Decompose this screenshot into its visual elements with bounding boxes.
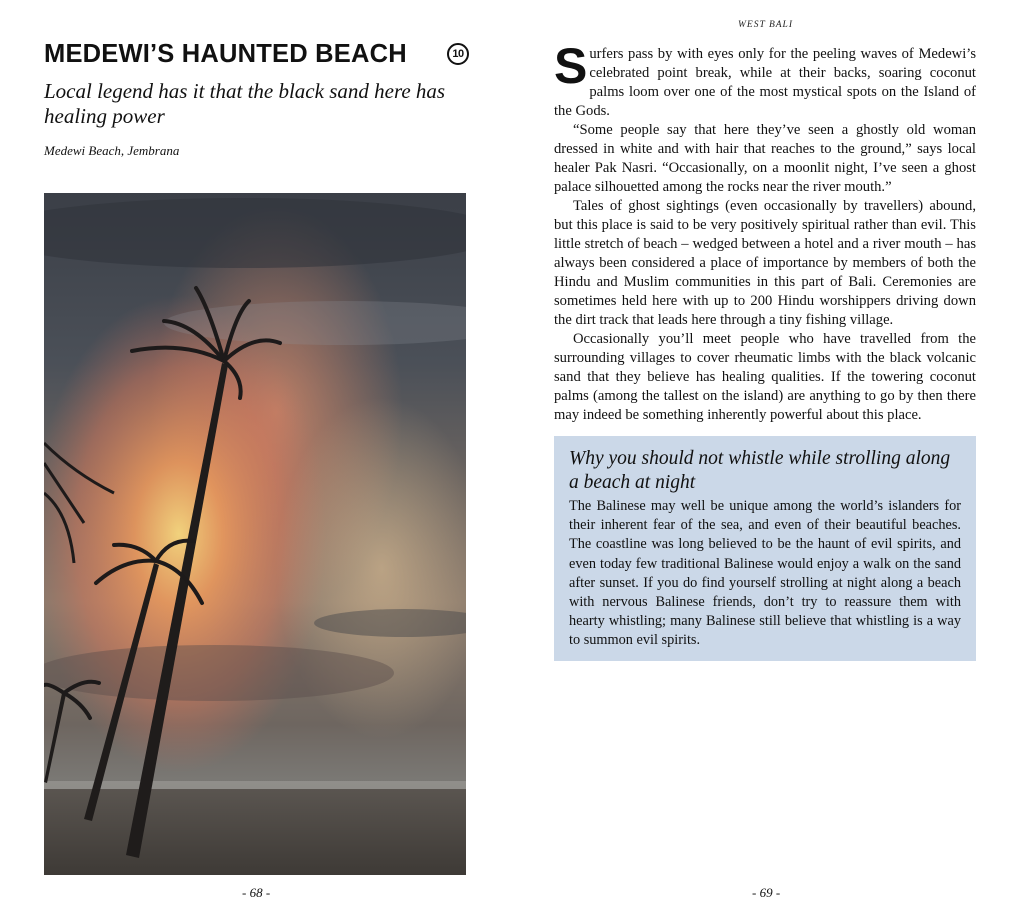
drop-cap: S	[554, 38, 588, 94]
article-body	[554, 38, 976, 425]
page-number-right: - 69 -	[752, 885, 781, 900]
running-head: WEST BALI	[738, 20, 794, 30]
page-title: MEDEWI’S HAUNTED BEACH	[44, 40, 407, 68]
paragraph: Surfers pass by with eyes only for the peeling waves of Medewi’s celebrated point break, while at their backs, soaring coconut palms loom over one of the most mystical spots on the Island of the Gods.	[554, 38, 976, 119]
paragraph: “Some people say that here they’ve seen a ghostly old woman dressed in white and with hair that reaches to the ground,” says local healer Pak Nasri. “Occasionally, on a moonlit night, I’ve seen a ghost palace silhouetted among the rocks near the river mouth.”	[554, 122, 976, 195]
paragraph: Tales of ghost sightings (even occasionally by travellers) abound, but this place is said to be very positively spiritual rather than evil. This little stretch of beach – wedged between a hotel and a river mouth – has always been considered a place of importance by members of both the Hindu and Muslim communities in this part of Bali. Ceremonies are sometimes held here with up to 200 Hindu worshippers driving down the dirt track that leads here through a tiny fishing village.	[554, 198, 976, 328]
beach-photo	[44, 193, 466, 875]
entry-number-badge: 10	[447, 43, 469, 65]
sidebar-heading: Why you should not whistle while strolling along a beach at night	[569, 448, 951, 493]
page-number-left: - 68 -	[242, 885, 271, 900]
paragraph: Occasionally you’ll meet people who have travelled from the surrounding villages to cover rheumatic limbs with the black volcanic sand that they believe has healing qualities. If the towering coconut palms (among the tallest on the island) are anything to go by then there may indeed be something inherently powerful about this place.	[554, 331, 976, 423]
page-subtitle: Local legend has it that the black sand here has healing power	[44, 79, 446, 128]
sidebar-text: The Balinese may well be unique among the world’s islanders for their inherent fear of the sea, and even of their beautiful beaches. The coastline was long believed to be the haunt of evil spirits, and even today few traditional Balinese would enjoy a walk on the sand after sunset. If you do find yourself strolling at night along a beach with nervous Balinese friends, don’t try to reassure them with hearty whistling; many Balinese still believe that whistling is a way to summon evil spirits.	[569, 498, 961, 649]
sidebar-box	[554, 436, 976, 661]
location-label: Medewi Beach, Jembrana	[44, 143, 180, 158]
